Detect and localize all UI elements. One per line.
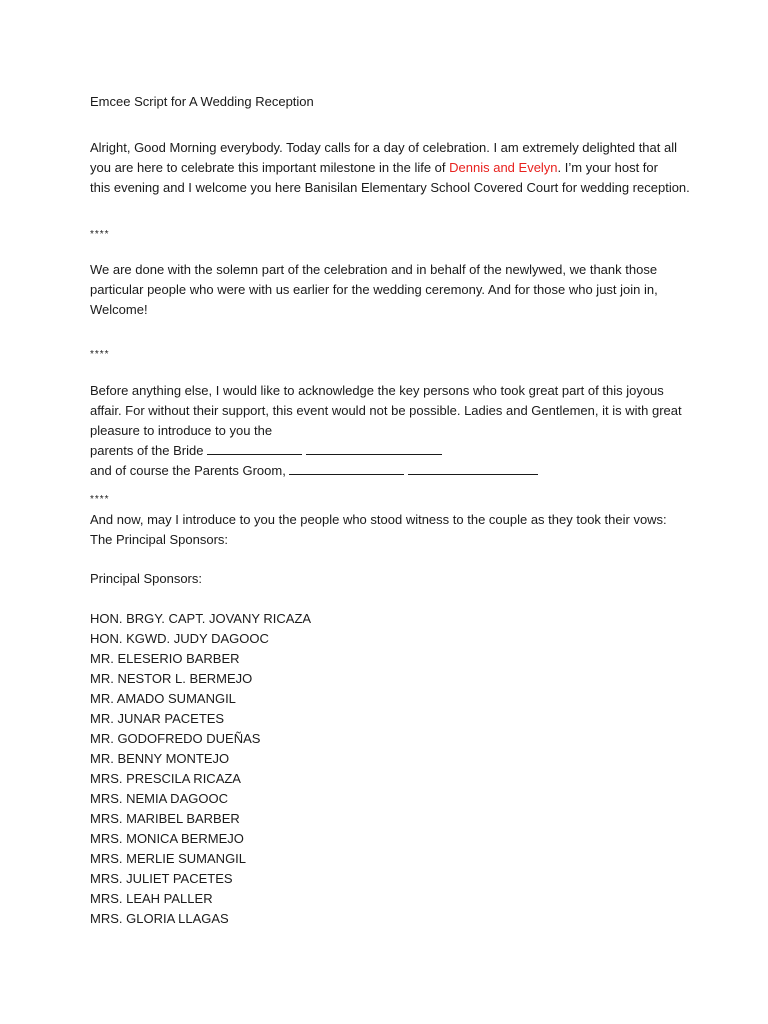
sponsor-item: MRS. MONICA BERMEJO [90,831,244,846]
document-title: Emcee Script for A Wedding Reception [90,94,314,109]
witness-paragraph-line-2: The Principal Sponsors: [90,532,229,547]
intro-paragraph-line-2 [90,160,658,176]
sponsor-item: MRS. JULIET PACETES [90,871,233,886]
witness-paragraph-line-1: And now, may I introduce to you the people who stood witness to the couple as they took their vows: [90,512,667,527]
groom-mother-blank [408,463,538,475]
acknowledge-paragraph-line-1: Before anything else, I would like to acknowledge the key persons who took great part of this joyous [90,383,664,398]
sponsor-item: MRS. LEAH PALLER [90,891,213,906]
section-separator: **** [90,349,110,360]
groom-father-blank [289,463,404,475]
sponsor-item: MR. ELESERIO BARBER [90,651,240,666]
bride-mother-blank [306,443,442,455]
sponsor-item: HON. BRGY. CAPT. JOVANY RICAZA [90,611,312,626]
acknowledge-paragraph-line-2: affair. For without their support, this event would not be possible. Ladies and Gentlemen, it is with great [90,403,682,418]
sponsor-item: MRS. MERLIE SUMANGIL [90,851,247,866]
intro-text-before-couple: you are here to celebrate this important milestone in the life of [90,160,450,175]
done-paragraph-line-1: We are done with the solemn part of the celebration and in behalf of the newlywed, we thank those [90,262,658,277]
intro-paragraph-line-1: Alright, Good Morning everybody. Today calls for a day of celebration. I am extremely delighted that all [90,140,677,155]
sponsor-item: MR. JUNAR PACETES [90,711,225,726]
sponsor-item: MR. NESTOR L. BERMEJO [90,671,253,686]
bride-father-blank [207,443,302,455]
sponsor-item: HON. KGWD. JUDY DAGOOC [90,631,269,646]
groom-parents-label: and of course the Parents Groom, [90,463,290,478]
intro-paragraph-line-3: this evening and I welcome you here Banisilan Elementary School Covered Court for wedding reception. [90,180,690,195]
intro-text-after-couple: . I’m your host for [557,160,658,175]
sponsors-heading: Principal Sponsors: [90,571,202,586]
groom-parents-line [90,463,538,479]
done-paragraph-line-2: particular people who were with us earlier for the wedding ceremony. And for those who just join in, [90,282,658,297]
section-separator: **** [90,494,110,505]
bride-parents-line [90,443,442,459]
sponsor-item: MRS. NEMIA DAGOOC [90,791,228,806]
acknowledge-paragraph-line-3: pleasure to introduce to you the [90,423,273,438]
sponsor-item: MR. GODOFREDO DUEÑAS [90,731,261,746]
sponsor-item: MRS. PRESCILA RICAZA [90,771,241,786]
bride-parents-label: parents of the Bride [90,443,208,458]
sponsor-item: MRS. MARIBEL BARBER [90,811,240,826]
sponsor-item: MR. AMADO SUMANGIL [90,691,236,706]
sponsor-item: MRS. GLORIA LLAGAS [90,911,229,926]
sponsor-item: MR. BENNY MONTEJO [90,751,230,766]
section-separator: **** [90,229,110,240]
done-paragraph-line-3: Welcome! [90,302,148,317]
couple-names: Dennis and Evelyn [449,160,558,175]
